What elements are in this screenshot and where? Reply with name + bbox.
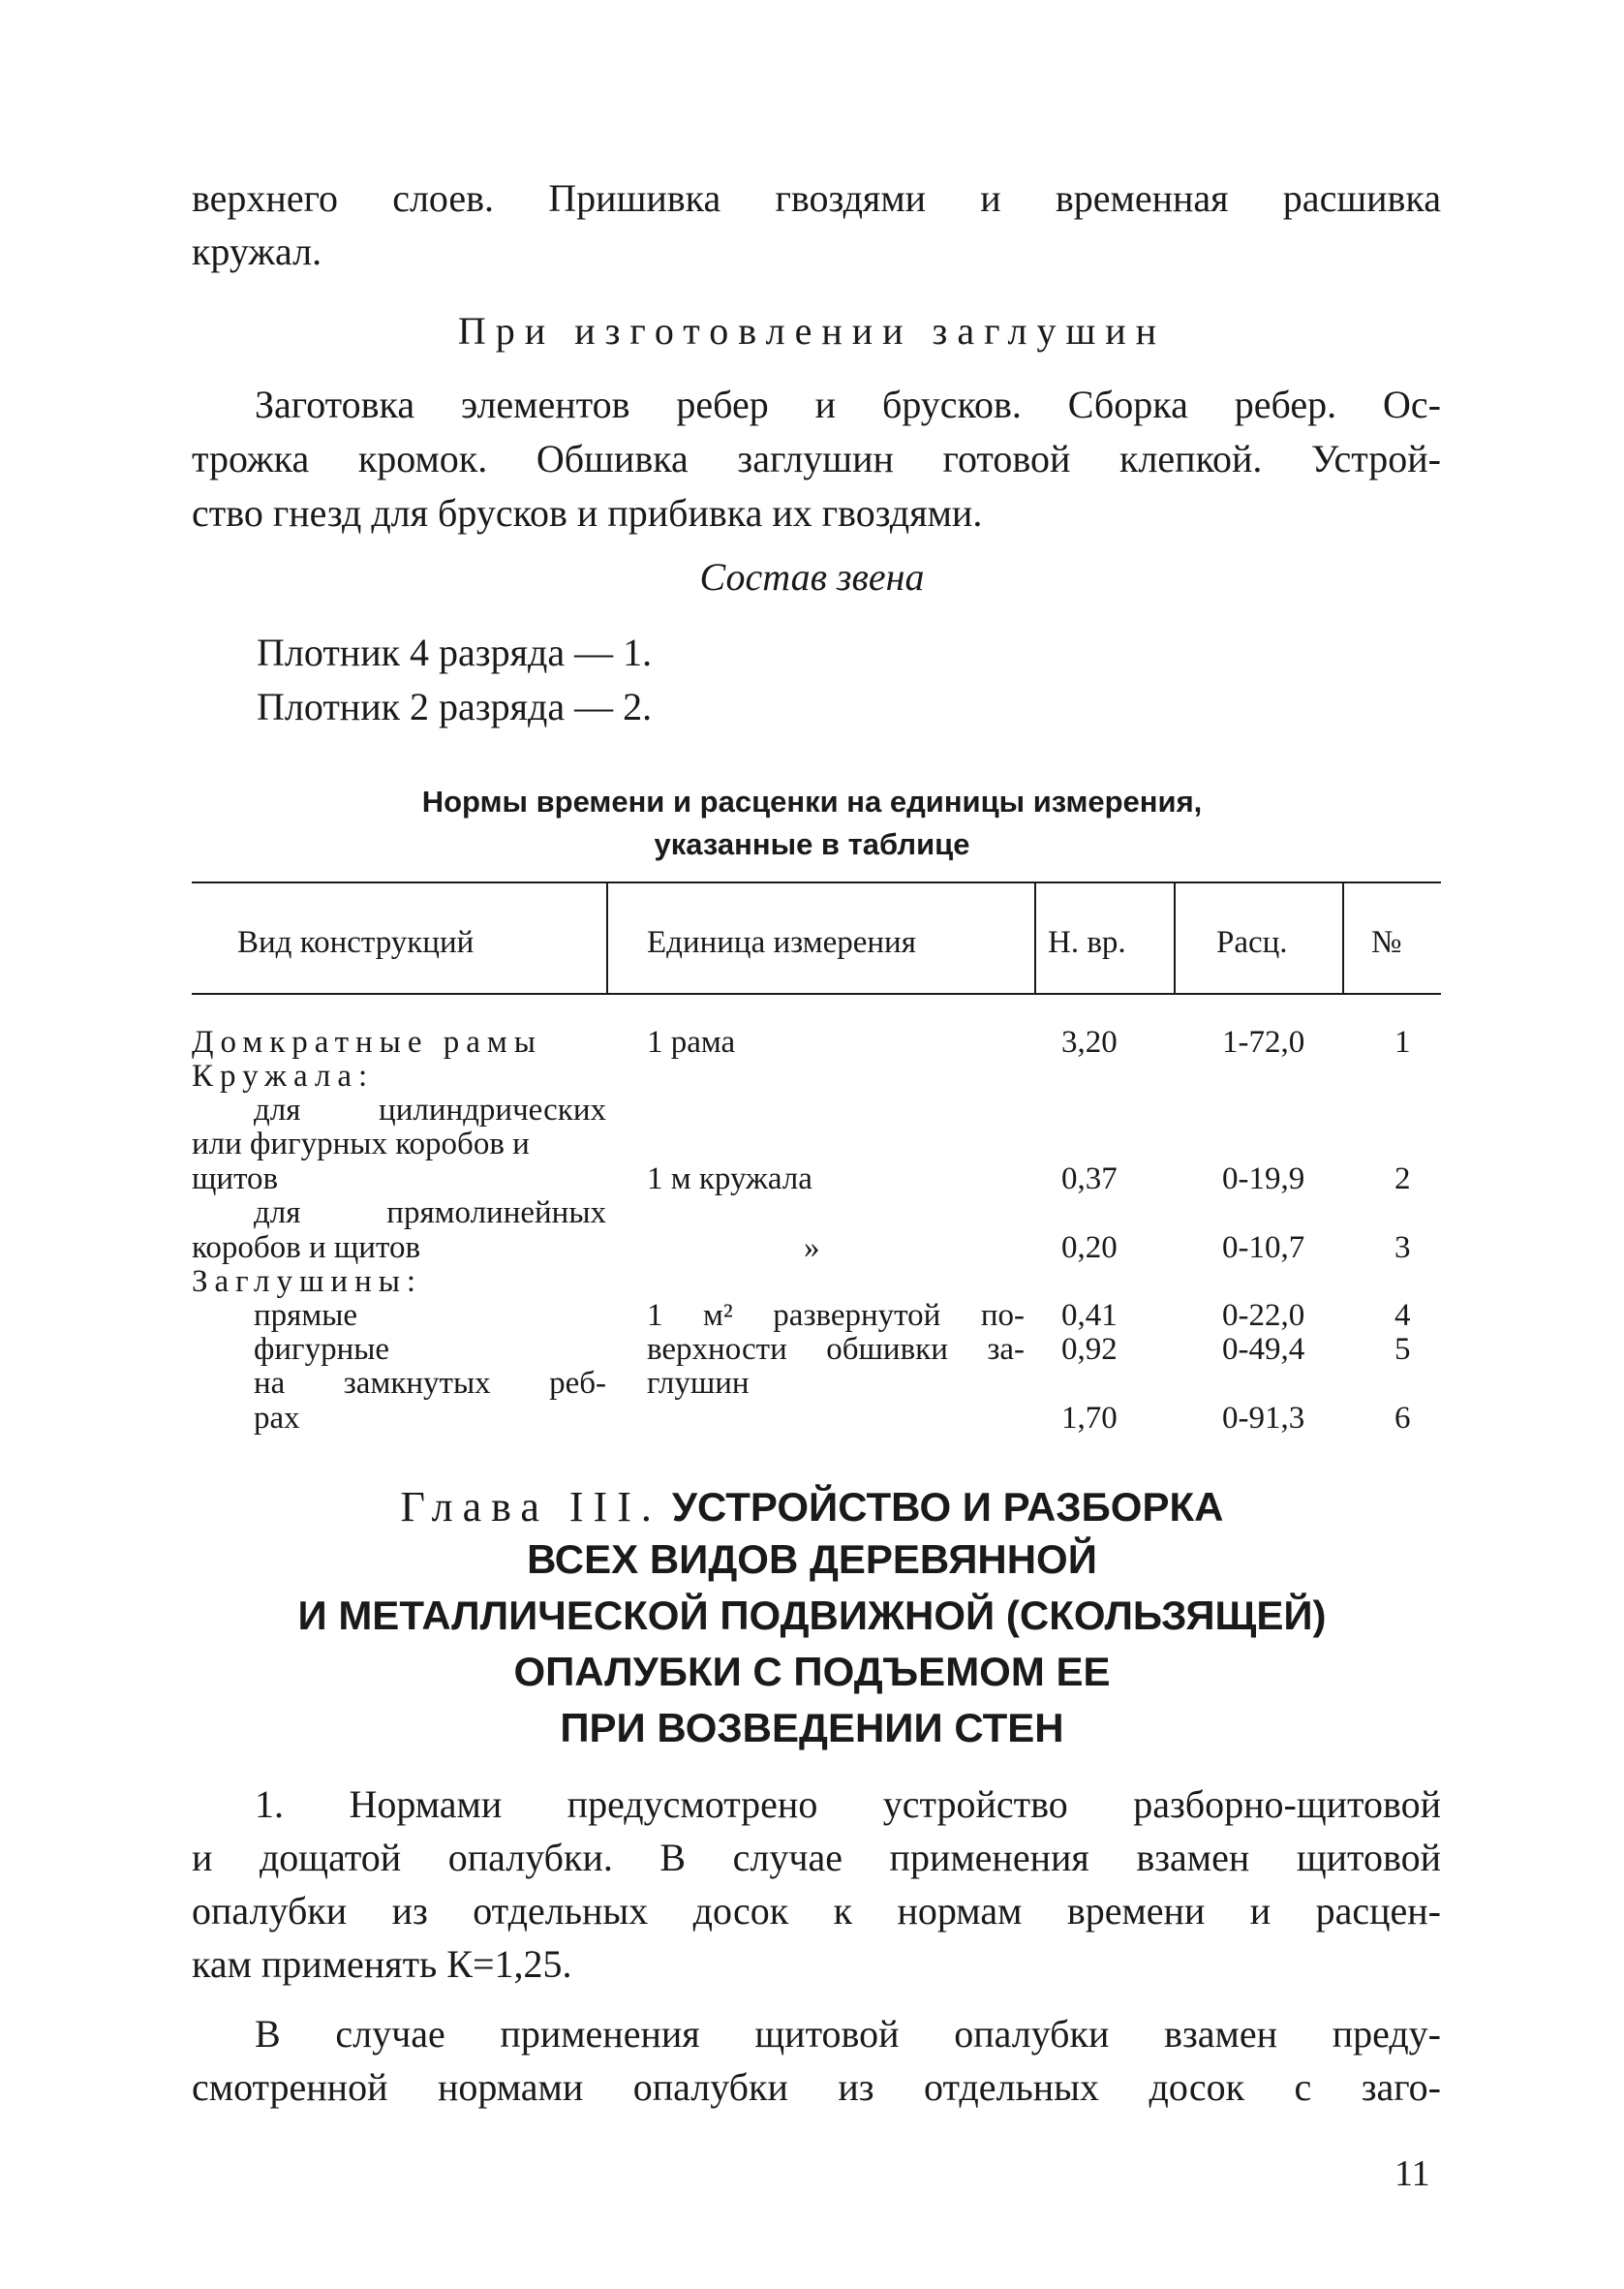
body-para1-line-3: опалубки из отдельных досок к нормам времени и расцен- bbox=[192, 1889, 1441, 1933]
header-type: Вид конструкций bbox=[237, 925, 475, 960]
rate-cell: 0-22,0 bbox=[1222, 1298, 1305, 1333]
rate-cell: 0-91,3 bbox=[1222, 1401, 1305, 1436]
body-para1-line-2: и дощатой опалубки. В случае применения взамен щитовой bbox=[192, 1836, 1441, 1879]
body-para1-line-1: 1. Нормами предусмотрено устройство разборно-щитовой bbox=[255, 1782, 1441, 1826]
body-para2-line-1: В случае применения щитовой опалубки взамен преду- bbox=[255, 2012, 1441, 2056]
chapter-prefix: Глава III. bbox=[400, 1483, 661, 1531]
page-number: 11 bbox=[1394, 2153, 1430, 2194]
chapter-heading-line-1 bbox=[0, 1480, 1624, 1534]
chapter-title-3: И МЕТАЛЛИЧЕСКОЙ ПОДВИЖНОЙ (СКОЛЬЗЯЩЕЙ) bbox=[297, 1593, 1327, 1638]
type-line: рах bbox=[254, 1401, 300, 1436]
table-header-rule bbox=[192, 993, 1441, 995]
header-unit: Единица измерения bbox=[647, 925, 916, 960]
type-line: для прямолинейных bbox=[254, 1195, 606, 1230]
body-para1-line-4: кам применять К=1,25. bbox=[192, 1942, 572, 1986]
no-cell: 6 bbox=[1394, 1401, 1411, 1436]
crew-heading: Состав звена bbox=[699, 555, 925, 599]
type-line: Заглушины: bbox=[192, 1264, 423, 1299]
crew-member-1: Плотник 4 разряда — 1. bbox=[257, 631, 653, 674]
type-line: фигурные bbox=[254, 1332, 390, 1367]
time-cell: 0,20 bbox=[1061, 1230, 1118, 1265]
body-para2-line-2: смотренной нормами опалубки из отдельных досок с заго- bbox=[192, 2065, 1441, 2109]
unit-line: верхности обшивки за- bbox=[647, 1332, 1025, 1367]
table-caption-line-1: Нормы времени и расценки на единицы измерения, bbox=[421, 785, 1203, 819]
chapter-title-4: ОПАЛУБКИ С ПОДЪЕМОМ ЕЕ bbox=[513, 1649, 1111, 1694]
no-cell: 3 bbox=[1394, 1230, 1411, 1265]
type-line: Домкратные рамы bbox=[192, 1025, 542, 1060]
intro-line-2: кружал. bbox=[192, 230, 322, 273]
time-cell: 1,70 bbox=[1061, 1401, 1118, 1436]
column-divider bbox=[1174, 883, 1176, 993]
rate-cell: 1-72,0 bbox=[1222, 1025, 1305, 1060]
header-rate: Расц. bbox=[1216, 925, 1288, 960]
section-heading: При изготовлении заглушин bbox=[457, 309, 1167, 353]
type-line: или фигурных коробов и bbox=[192, 1127, 530, 1161]
chapter-title-2: ВСЕХ ВИДОВ ДЕРЕВЯННОЙ bbox=[527, 1536, 1097, 1582]
no-cell: 2 bbox=[1394, 1161, 1411, 1196]
no-cell: 1 bbox=[1394, 1025, 1411, 1060]
rate-cell: 0-49,4 bbox=[1222, 1332, 1305, 1367]
time-cell: 0,92 bbox=[1061, 1332, 1118, 1367]
type-line: прямые bbox=[254, 1298, 358, 1333]
type-line: на замкнутых реб- bbox=[254, 1366, 606, 1401]
table-caption-line-2: указанные в таблице bbox=[654, 827, 970, 861]
type-line: Кружала: bbox=[192, 1059, 375, 1094]
intro-line-1: верхнего слоев. Пришивка гвоздями и временная расшивка bbox=[192, 176, 1441, 220]
unit-line: 1 м кружала bbox=[647, 1161, 812, 1196]
unit-line: глушин bbox=[647, 1366, 750, 1401]
chapter-title-1: УСТРОЙСТВО И РАЗБОРКА bbox=[671, 1484, 1224, 1530]
time-cell: 3,20 bbox=[1061, 1025, 1118, 1060]
section-text-line-2: трожка кромок. Обшивка заглушин готовой клепкой. Устрой- bbox=[192, 437, 1441, 480]
type-line: для цилиндрических bbox=[254, 1093, 606, 1128]
header-no: № bbox=[1371, 925, 1402, 960]
rate-cell: 0-10,7 bbox=[1222, 1230, 1305, 1265]
chapter-title-5: ПРИ ВОЗВЕДЕНИИ СТЕН bbox=[560, 1705, 1064, 1750]
unit-line: 1 рама bbox=[647, 1025, 736, 1060]
section-text-line-3: ство гнезд для брусков и прибивка их гвоздями. bbox=[192, 491, 983, 535]
time-cell: 0,41 bbox=[1061, 1298, 1118, 1333]
column-divider bbox=[606, 883, 608, 993]
column-divider bbox=[1342, 883, 1344, 993]
unit-line: » bbox=[804, 1230, 820, 1265]
time-cell: 0,37 bbox=[1061, 1161, 1118, 1196]
header-time: Н. вр. bbox=[1048, 925, 1126, 960]
no-cell: 5 bbox=[1394, 1332, 1411, 1367]
crew-member-2: Плотник 2 разряда — 2. bbox=[257, 685, 653, 728]
rate-cell: 0-19,9 bbox=[1222, 1161, 1305, 1196]
unit-line: 1 м² развернутой по- bbox=[647, 1298, 1025, 1333]
type-line: коробов и щитов bbox=[192, 1230, 421, 1265]
column-divider bbox=[1034, 883, 1036, 993]
section-text-line-1: Заготовка элементов ребер и брусков. Сборка ребер. Ос- bbox=[255, 383, 1441, 426]
no-cell: 4 bbox=[1394, 1298, 1411, 1333]
type-line: щитов bbox=[192, 1161, 279, 1196]
table-top-rule bbox=[192, 882, 1441, 883]
